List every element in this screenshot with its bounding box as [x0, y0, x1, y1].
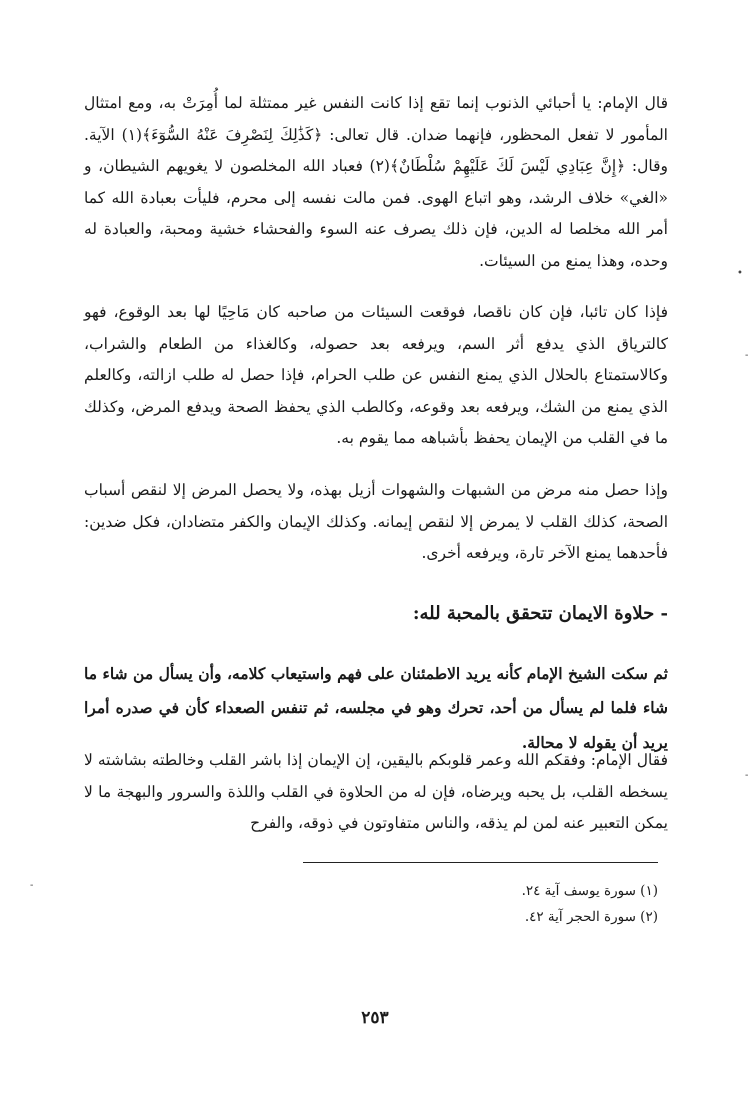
footnotes: [300, 878, 658, 930]
paragraph-sweetness-of-faith: فقال الإمام: وفقكم الله وعمر قلوبكم باليقين، إن الإيمان إذا باشر القلب وخالطته بشاشته لا يسخطه القلب، بل يحبه ويرضاه، فإن له من الحلاوة في القلب واللذة والسرور والبهجة ما لا يمكن التعبير عنه لمن لم يذقه، والناس متفاوتون في ذوقه، والفرح: [84, 751, 668, 832]
margin-mark: -: [745, 350, 749, 361]
margin-mark: -: [745, 770, 749, 781]
margin-mark: -: [30, 880, 34, 891]
paragraph-repentance-antidote: فإذا كان تائبا، فإن كان ناقصا، فوقعت السيئات من صاحبه كان مَاحِيًا لها بعد الوقوع، فهو كالترياق الذي يدفع أثر السم، ويرفعه بعد حصوله، وكالغذاء من الطعام والشراب، وكالاستمتاع بالحلال الذي يمنع النفس عن طلب الحرام، فإذا حصل له طلب ازالته، وكالعلم الذي يمنع من الشك، ويرفعه بعد وقوعه، وكالطب الذي يحفظ الصحة ويدفع المرض، وكذلك ما في القلب من الإيمان يحفظ بأشباهه مما يقوم به.: [84, 303, 668, 447]
footnote-divider: [303, 862, 658, 863]
paragraph-imam-on-sins: قال الإمام: يا أحبائي الذنوب إنما تقع إذا كانت النفس غير ممتثلة لما أُمِرَتْ به، ومع امتثال المأمور لا تفعل المحظور، فإنهما ضدان. قال تعالى: ﴿كَذَٰلِكَ لِنَصْرِفَ عَنْهُ السُّوٓءَ﴾(١) الآية. وقال: ﴿إِنَّ عِبَادِي لَيْسَ لَكَ عَلَيْهِمْ سُلْطَانٌ﴾(٢) فعباد الله المخلصون لا يغويهم الشيطان، و «الغي» خلاف الرشد، وهو اتباع الهوى. فمن مالت نفسه إلى محرم، فليأت بعبادة الله كما أمر الله مخلصا له الدين، فإن ذلك يصرف عنه السوء والفحشاء خشية ومحبة، والعبادة له وحده، وهذا يمنع من السيئات.: [84, 94, 668, 270]
section-heading: - حلاوة الايمان تتحقق بالمحبة لله:: [412, 603, 668, 624]
margin-mark: •: [737, 268, 743, 279]
footnote-1: (١) سورة يوسف آية ٢٤.: [521, 883, 658, 899]
footnote-2: (٢) سورة الحجر آية ٤٢.: [524, 909, 658, 925]
paragraph-heart-disease: وإذا حصل منه مرض من الشبهات والشهوات أزيل بهذه، ولا يحصل المرض إلا لنقص أسباب الصحة، كذلك القلب لا يمرض إلا لنقص إيمانه. وكذلك الإيمان والكفر متضادان، فكل ضدين: فأحدهما يمنع الآخر تارة، ويرفعه أخرى.: [84, 481, 668, 562]
paragraph-sheikh-pause: ثم سكت الشيخ الإمام كأنه يريد الاطمئنان على فهم واستيعاب كلامه، وأن يسأل من شاء ما شاء فلما لم يسأل من أحد، تحرك وهو في مجلسه، ثم تنفس الصعداء كأن في صدره أمرا يريد أن يقوله لا محالة.: [84, 663, 668, 752]
page-number: ٢٥٣: [361, 1008, 389, 1028]
